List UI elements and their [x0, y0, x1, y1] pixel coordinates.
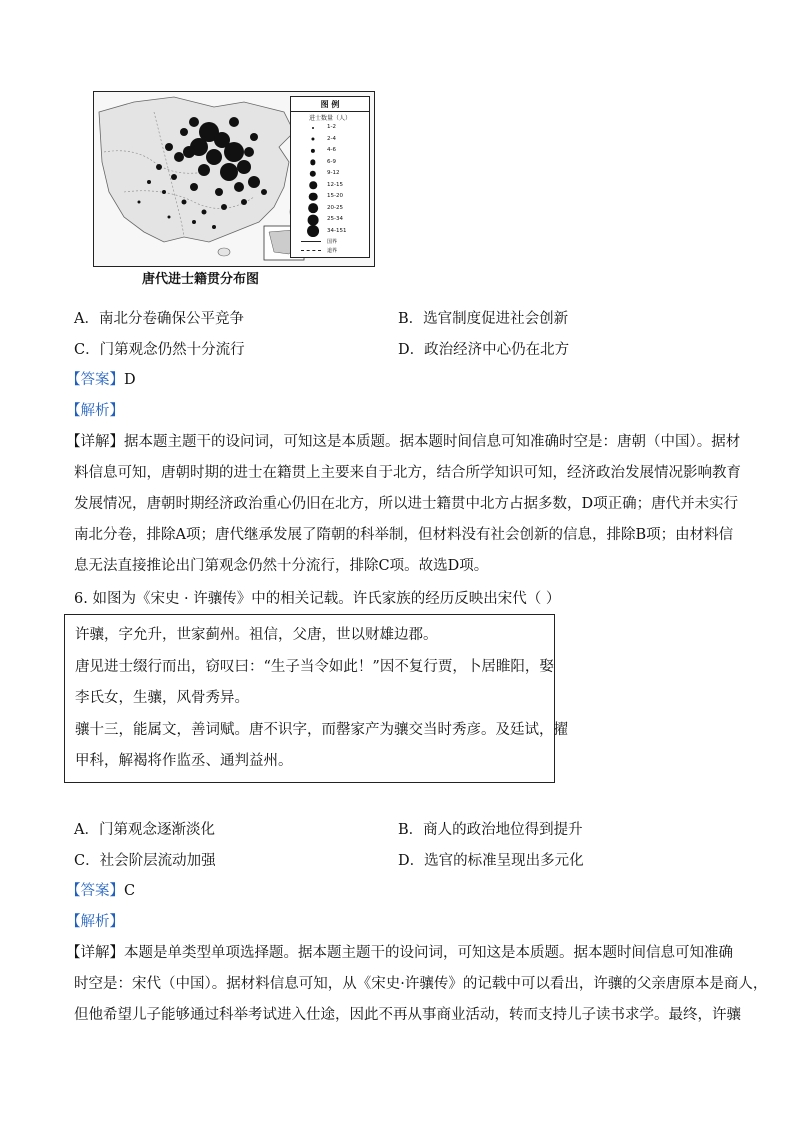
legend-range-label: 12-15	[327, 181, 343, 188]
q5-option-c: C．门第观念仍然十分流行	[74, 342, 245, 358]
legend-dot	[310, 160, 315, 165]
legend-range-label: 9-12	[327, 170, 340, 176]
q6-analysis-label: 【解析】	[66, 914, 124, 930]
quote-line: 甲科，解褐将作监丞、通判益州。	[75, 753, 293, 769]
q5-answer-value: D	[124, 372, 136, 388]
legend-row	[291, 122, 369, 134]
legend-row	[291, 214, 369, 226]
q5-option-d: D．政治经济中心仍在北方	[398, 342, 570, 358]
legend-range-label: 25-34	[327, 216, 343, 222]
q6-answer-value: C	[124, 883, 136, 899]
q5-detail-line-5: 息无法直接推论出门第观念仍然十分流行，排除C项。故选D项。	[74, 558, 489, 574]
q6-option-c: C．社会阶层流动加强	[74, 853, 216, 869]
legend-dot	[309, 182, 317, 190]
q6-detail-line-3: 但他希望儿子能够通过科举考试进入仕途，因此不再从事商业活动，转而支持儿子读书求学。最终，许骧	[74, 1007, 741, 1023]
legend-range-label: 4-6	[327, 147, 336, 153]
legend-row	[291, 145, 369, 157]
legend-range-label: 34-151	[327, 227, 347, 234]
legend-range-label: 20-25	[327, 204, 343, 211]
legend-dot	[311, 149, 315, 153]
quote-line: 李氏女，生骧，风骨秀异。	[75, 690, 249, 706]
legend-row	[291, 180, 369, 192]
q6-detail-line-1: 【详解】本题是单类型单项选择题。据本题主题干的设问词，可知这是本质题。据本题时间信息可知准确	[66, 945, 733, 961]
q6-option-d: D．选官的标准呈现出多元化	[398, 853, 584, 869]
q5-option-b: B．选官制度促进社会创新	[398, 311, 569, 327]
legend-dot	[309, 192, 318, 201]
legend-dot	[311, 138, 314, 141]
q5-detail-label: 【详解】	[66, 434, 124, 450]
map-legend	[290, 96, 370, 258]
quote-line: 骧十三，能属文，善词赋。唐不识字，而罄家产为骧交当时秀彦。及廷试，擢	[75, 722, 568, 738]
legend-row	[291, 134, 369, 146]
legend-dot	[308, 214, 319, 225]
q6-source-quote	[64, 614, 568, 783]
legend-dot	[308, 203, 318, 213]
legend-row	[291, 226, 369, 238]
q5-analysis-label: 【解析】	[66, 403, 124, 419]
legend-row	[291, 157, 369, 169]
q5-answer-label: 【答案】	[66, 372, 124, 388]
legend-dot	[307, 225, 319, 237]
q5-option-a: A．南北分卷确保公平竞争	[74, 311, 244, 327]
legend-range-label: 2-4	[327, 135, 336, 142]
legend-row	[291, 168, 369, 180]
legend-title: 图 例	[291, 99, 369, 112]
legend-line-national: 国界	[291, 237, 369, 246]
legend-dot	[310, 171, 316, 177]
q5-answer	[66, 370, 136, 390]
legend-dot	[312, 127, 314, 129]
figure-caption: 唐代进士籍贯分布图	[142, 272, 260, 287]
q6-option-b: B．商人的政治地位得到提升	[398, 822, 583, 838]
q5-detail-line-2: 料信息可知，唐朝时期的进士在籍贯上主要来自于北方，结合所学知识可知，经济政治发展情况影响教育	[74, 465, 741, 481]
q5-detail-line-3: 发展情况，唐朝时期经济政治重心仍旧在北方，所以进士籍贯中北方占据多数，D项正确；唐代并未实行	[74, 496, 739, 512]
q6-stem: 6. 如图为《宋史 · 许骧传》中的相关记载。许氏家族的经历反映出宋代（ ）	[74, 591, 561, 607]
q5-detail-line-4: 南北分卷，排除A项；唐代继承发展了隋朝的科举制，但材料没有社会创新的信息，排除B项；由材料信	[74, 527, 734, 543]
legend-range-label: 1-2	[327, 124, 336, 130]
q6-option-a: A．门第观念逐渐淡化	[74, 822, 215, 838]
q6-detail-line-2: 时空是：宋代（中国）。据材料信息可知，从《宋史·许骧传》的记载中可以看出，许骧的父亲唐原本是商人，	[74, 976, 768, 992]
legend-range-label: 6-9	[327, 158, 336, 165]
q6-answer	[66, 881, 135, 901]
quote-line: 许骧，字允升，世家蓟州。祖信，父唐，世以财雄边郡。	[75, 627, 438, 643]
quote-line: 唐见进士缀行而出，窃叹曰：“生子当令如此！”因不复行贾，卜居睢阳，娶	[75, 659, 554, 675]
legend-subtitle: 进士数量（人）	[308, 115, 351, 122]
legend-range-label: 15-20	[327, 193, 343, 199]
q6-detail-label: 【详解】	[66, 945, 124, 961]
legend-row	[291, 203, 369, 215]
legend-row	[291, 191, 369, 203]
q5-detail-line-1: 【详解】据本题主题干的设问词，可知这是本质题。据本题时间信息可知准确时空是：唐朝（中国）。据材	[66, 434, 741, 450]
legend-line-circuit: 道界	[291, 246, 369, 255]
q6-answer-label: 【答案】	[66, 883, 124, 899]
